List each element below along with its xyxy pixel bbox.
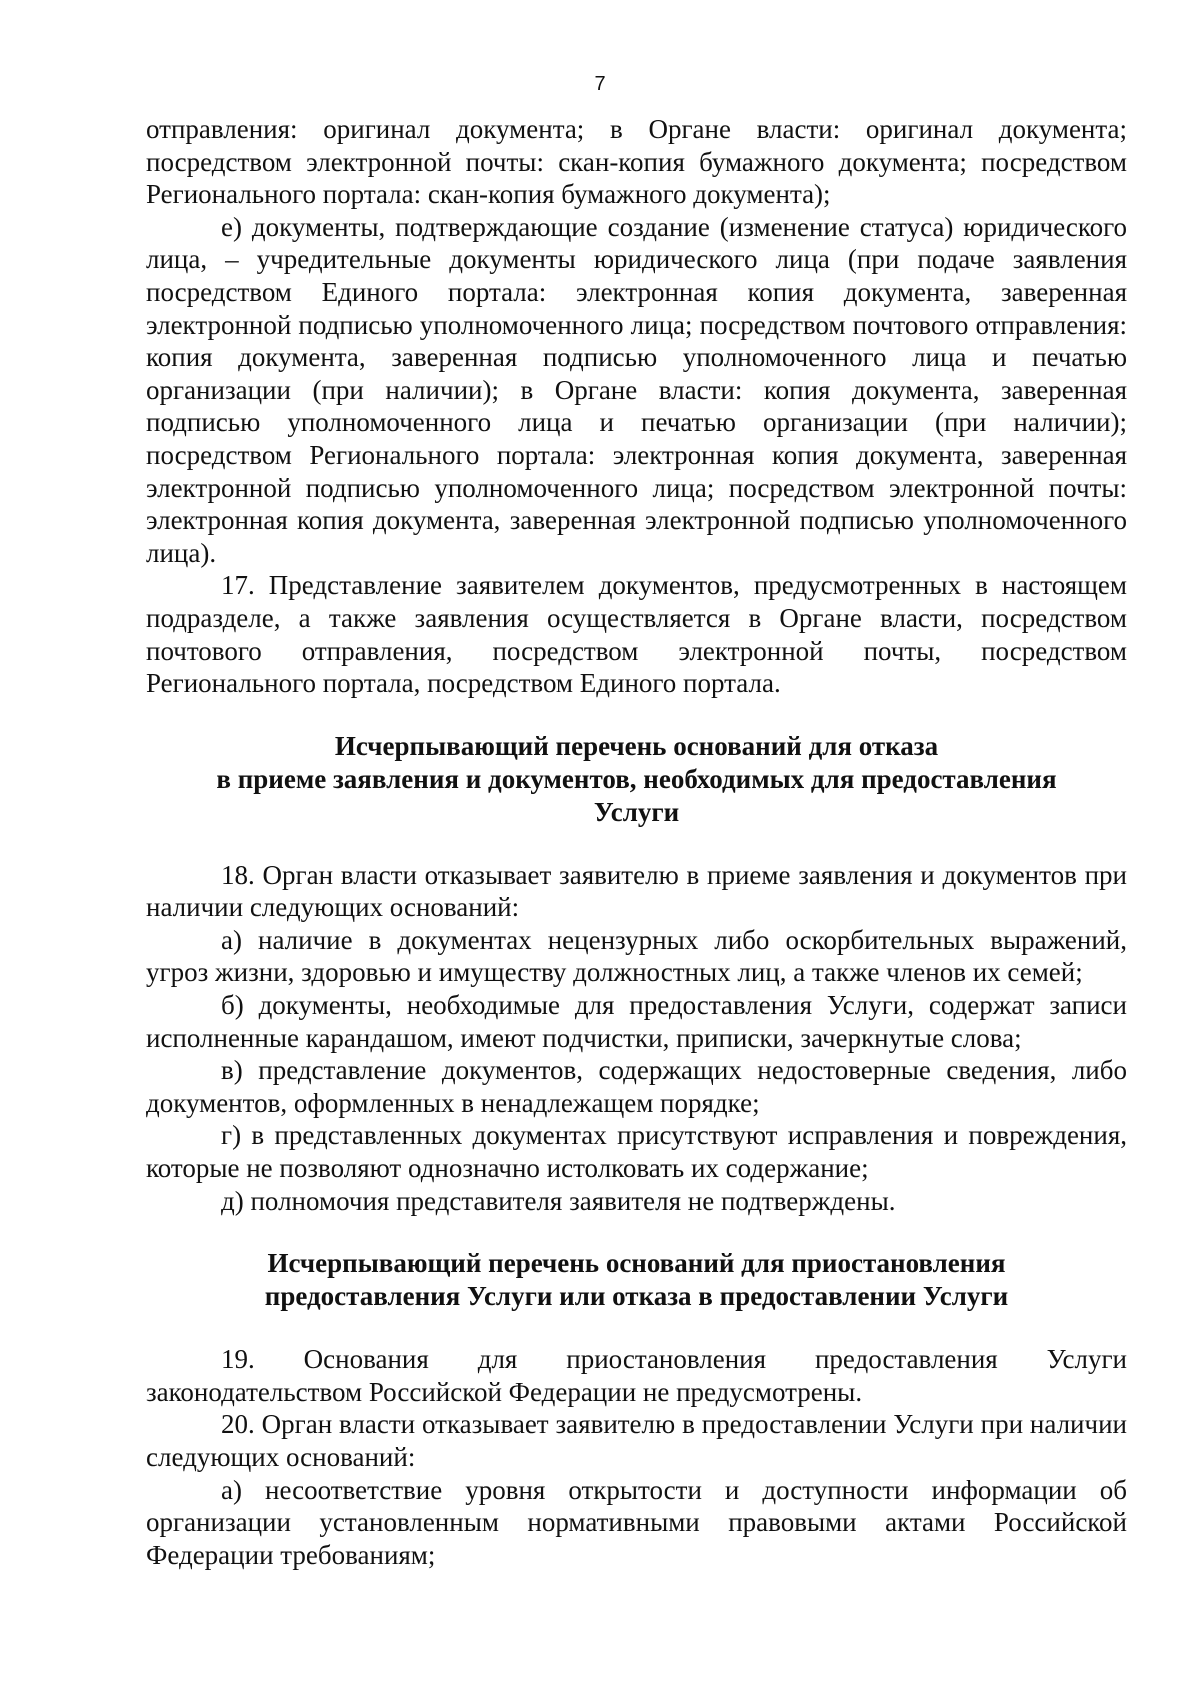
spacer xyxy=(146,829,1127,859)
spacer xyxy=(146,1217,1127,1247)
paragraph-18-e: д) полномочия представителя заявителя не подтверждены. xyxy=(221,1185,896,1216)
paragraph-19: 19. Основания для приостановления предоставления Услуги законодательством Российской Федерации не предусмотрены. xyxy=(146,1344,1127,1407)
heading-line: Услуги xyxy=(593,796,680,827)
paragraph-18-c: в) представление документов, содержащих недостоверные сведения, либо документов, оформленных в ненадлежащем порядке; xyxy=(146,1055,1127,1118)
paragraph-18-a: а) наличие в документах нецензурных либо оскорбительных выражений, угроз жизни, здоровью и имуществу должностных лиц, а также членов их семей; xyxy=(146,924,1127,988)
spacer xyxy=(146,1313,1127,1343)
heading-line: Исчерпывающий перечень оснований для приостановления xyxy=(267,1248,1006,1279)
paragraph-continuation: отправления: оригинал документа; в Органе власти: оригинал документа; посредством электронной почты: скан-копия бумажного документа; посредством Регионального портала: скан-копия бумажного документа); xyxy=(146,114,1127,210)
paragraph-18-b: б) документы, необходимые для предоставления Услуги, содержат записи исполненные карандашом, имеют подчистки, приписки, зачеркнутые слова; xyxy=(146,990,1127,1053)
spacer xyxy=(146,700,1127,730)
paragraph-18: 18. Орган власти отказывает заявителю в приеме заявления и документов при наличии следующих оснований: xyxy=(146,859,1127,923)
heading-line: предоставления Услуги или отказа в предоставлении Услуги xyxy=(264,1281,1009,1312)
paragraph-18-d: г) в представленных документах присутствуют исправления и повреждения, которые не позволяют однозначно истолковать их содержание; xyxy=(146,1120,1127,1184)
section-heading-refusal-acceptance xyxy=(146,730,1127,829)
paragraph-item-e: е) документы, подтверждающие создание (изменение статуса) юридического лица, – учредительные документы юридического лица (при подаче заявления посредством Единого портала: электронная копия документа, заверенная электронной подписью уполномоченного лица; посредством почтового отправления: копия документа, заверенная подписью уполномоченного лица и печатью организации (при наличии); в Органе власти: копия документа, заверенная подписью уполномоченного лица и печатью организации (при наличии); посредством Регионального портала: электронная копия документа, заверенная электронной подписью уполномоченного лица; посредством электронной почты: электронная копия документа, заверенная электронной подписью уполномоченного лица). xyxy=(146,211,1127,568)
paragraph-17: 17. Представление заявителем документов, предусмотренных в настоящем подразделе, а также заявления осуществляется в Органе власти, посредством почтового отправления, посредством электронной почты, посредством Регионального портала, посредством Единого портала. xyxy=(146,570,1127,699)
page-number: 7 xyxy=(594,73,606,95)
paragraph-20-a: а) несоответствие уровня открытости и доступности информации об организации установленным нормативными правовыми актами Российской Федерации требованиям; xyxy=(146,1474,1127,1570)
paragraph-20: 20. Орган власти отказывает заявителю в предоставлении Услуги при наличии следующих оснований: xyxy=(146,1409,1127,1472)
document-body xyxy=(146,113,1127,1571)
heading-line: Исчерпывающий перечень оснований для отказа xyxy=(334,730,939,761)
section-heading-suspension-refusal xyxy=(146,1247,1127,1313)
heading-line: в приеме заявления и документов, необходимых для предоставления xyxy=(216,763,1057,794)
